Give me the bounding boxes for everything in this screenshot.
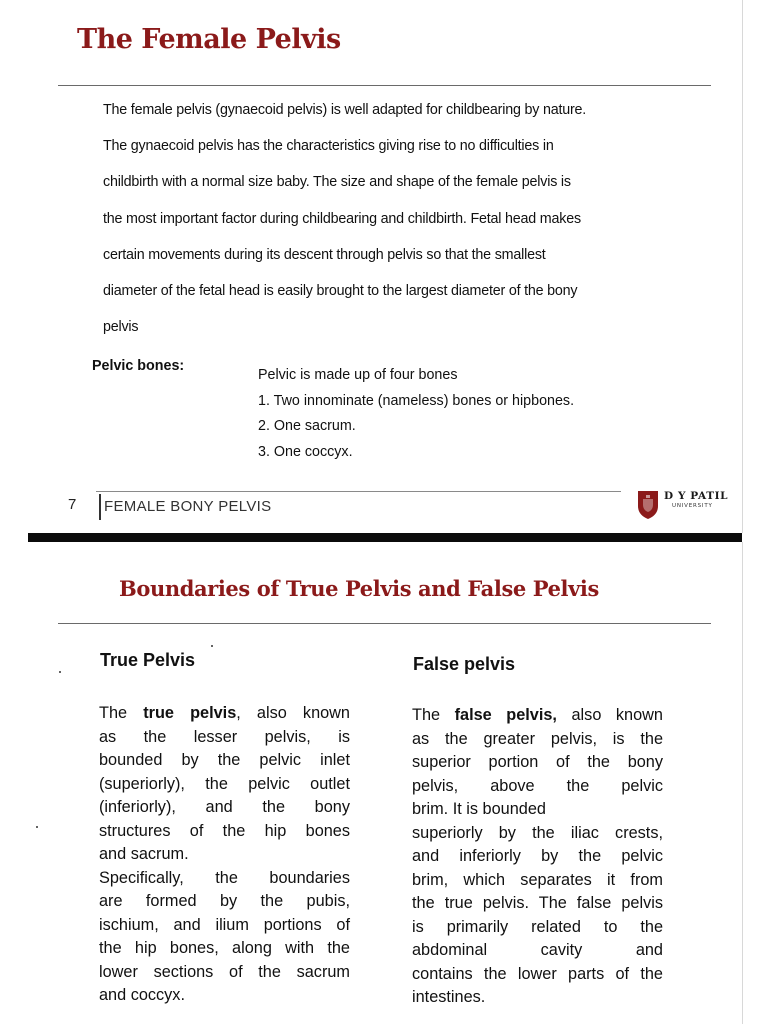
bones-intro: Pelvic is made up of four bones bbox=[258, 367, 458, 383]
text-line: contains the lower parts of the bbox=[412, 964, 663, 983]
text-line: the hip bones, along with the bbox=[99, 939, 350, 957]
text-line: The true pelvis, also known bbox=[99, 704, 350, 722]
text-line: as the lesser pelvis, is bbox=[99, 727, 350, 746]
title-rule bbox=[58, 85, 711, 86]
intro-line: The female pelvis (gynaecoid pelvis) is well adapted for childbearing by nature. bbox=[103, 102, 587, 118]
intro-line: childbirth with a normal size baby. The size and shape of the female pelvis is bbox=[103, 174, 571, 191]
footer-separator bbox=[99, 494, 101, 520]
text-line: lower sections of the sacrum bbox=[99, 962, 350, 981]
pelvic-bones-list bbox=[258, 363, 574, 466]
pelvic-bones-label: Pelvic bones: bbox=[92, 358, 185, 374]
speck bbox=[36, 826, 38, 828]
title-rule bbox=[58, 623, 711, 624]
text-line: The false pelvis, also known bbox=[412, 706, 663, 724]
intro-line: certain movements during its descent through pelvis so that the smallest bbox=[103, 246, 546, 263]
true-pelvis-heading: True Pelvis bbox=[100, 650, 196, 670]
shield-icon bbox=[636, 488, 660, 520]
text-line: pelvis, above the pelvic bbox=[412, 776, 663, 795]
slide-title: Boundaries of True Pelvis and False Pelvis bbox=[119, 576, 599, 601]
text-line: (inferiorly), and the bony bbox=[99, 798, 350, 816]
key-term: true pelvis bbox=[143, 704, 237, 722]
logo-name: D Y PATIL bbox=[664, 490, 729, 502]
text-line: ischium, and ilium portions of bbox=[99, 915, 350, 934]
text-line: superiorly by the iliac crests, bbox=[412, 823, 663, 842]
text-line: as the greater pelvis, is the bbox=[412, 729, 663, 748]
false-pelvis-text bbox=[412, 704, 663, 1010]
text-line: and sacrum. bbox=[99, 845, 189, 863]
university-logo bbox=[636, 488, 729, 522]
page-number: 7 bbox=[68, 496, 77, 513]
text-line: superior portion of the bony bbox=[412, 753, 663, 771]
text-line: and inferiorly by the pelvic bbox=[412, 847, 663, 865]
intro-line: the most important factor during childbearing and childbirth. Fetal head makes bbox=[103, 210, 581, 227]
slide-boundaries bbox=[0, 542, 743, 1024]
footer-section-title: FEMALE BONY PELVIS bbox=[104, 498, 272, 515]
speck bbox=[59, 671, 61, 673]
page-divider bbox=[28, 533, 742, 542]
false-pelvis-heading: False pelvis bbox=[413, 654, 516, 674]
bones-item: 3. One coccyx. bbox=[258, 444, 353, 461]
text-line: the true pelvis. The false pelvis bbox=[412, 894, 663, 912]
text-line: is primarily related to the bbox=[412, 917, 663, 936]
text-line: Specifically, the boundaries bbox=[99, 868, 350, 887]
text-line: (superiorly), the pelvic outlet bbox=[99, 774, 350, 793]
intro-line: The gynaecoid pelvis has the characteristics giving rise to no difficulties in bbox=[103, 138, 554, 155]
speck bbox=[211, 645, 213, 647]
slide-title: The Female Pelvis bbox=[77, 24, 341, 55]
intro-line: diameter of the fetal head is easily brought to the largest diameter of the bony bbox=[103, 283, 578, 300]
text-line: intestines. bbox=[412, 988, 486, 1006]
text-line: are formed by the pubis, bbox=[99, 892, 350, 910]
text-line: brim. It is bounded bbox=[412, 800, 546, 818]
text-line: bounded by the pelvic inlet bbox=[99, 751, 350, 769]
text-line: abdominal cavity and bbox=[412, 941, 663, 959]
logo-subtitle: UNIVERSITY bbox=[672, 503, 713, 509]
intro-paragraph bbox=[103, 92, 703, 345]
true-pelvis-text bbox=[99, 702, 350, 1008]
text-line: brim, which separates it from bbox=[412, 870, 663, 889]
text-line: structures of the hip bones bbox=[99, 821, 350, 840]
text-line: and coccyx. bbox=[99, 986, 185, 1004]
bones-item: 2. One sacrum. bbox=[258, 418, 356, 435]
bones-item: 1. Two innominate (nameless) bones or hipbones. bbox=[258, 392, 575, 409]
footer-rule bbox=[96, 491, 621, 492]
key-term: false pelvis, bbox=[454, 706, 557, 724]
intro-line: pelvis bbox=[103, 319, 139, 336]
